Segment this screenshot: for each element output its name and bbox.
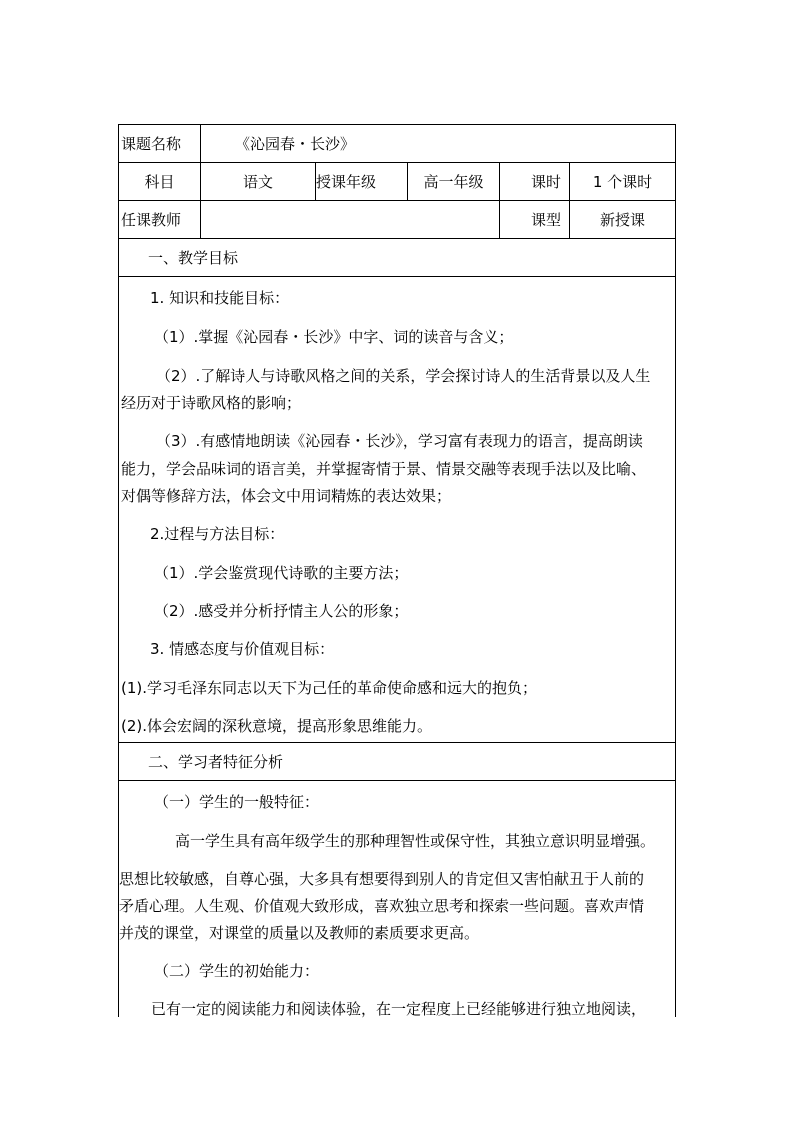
type-label: 课型	[500, 201, 570, 238]
s1-line: （1）.掌握《沁园春・长沙》中字、词的读音与含义；	[154, 328, 514, 346]
s1-line: 2.过程与方法目标：	[150, 525, 285, 543]
lesson-plan-table	[118, 124, 676, 1017]
course-title: 《沁园春・长沙》	[201, 125, 676, 162]
s2-line: 高一学生具有高年级学生的那种理智性或保守性，其独立意识明显增强。	[175, 832, 656, 850]
s2-line: （二）学生的初始能力：	[154, 962, 320, 980]
s2-line: 思想比较敏感，自尊心强，大多具有想要得到别人的肯定但又害怕献丑于人前的	[119, 870, 645, 888]
s1-line: (2).体会宏阔的深秋意境，提高形象思维能力。	[121, 717, 433, 735]
s1-line: （2）.了解诗人与诗歌风格之间的关系，学会探讨诗人的生活背景以及人生	[156, 367, 651, 385]
section2-title: 二、学习者特征分析	[119, 743, 676, 780]
s1-line: 3. 情感态度与价值观目标：	[150, 640, 335, 658]
s1-line: 经历对于诗歌风格的影响；	[121, 394, 302, 412]
subject-label: 科目	[119, 163, 201, 200]
s2-line: （一）学生的一般特征：	[154, 793, 320, 811]
teacher-label: 任课教师	[119, 201, 201, 238]
hours-value: 1 个课时	[570, 163, 676, 200]
section2-header-row	[119, 743, 676, 781]
s1-line: 1. 知识和技能目标：	[150, 289, 290, 307]
grade-value: 高一年级	[408, 163, 500, 200]
course-label: 课题名称	[119, 125, 201, 162]
subject-value: 语文	[201, 163, 316, 200]
subject-row	[119, 163, 676, 201]
s1-line: 能力，学会品味词的语言美，并掌握寄情于景、情景交融等表现手法以及比喻、	[121, 460, 647, 478]
section1-title: 一、教学目标	[119, 239, 676, 276]
s1-line: （1）.学会鉴赏现代诗歌的主要方法；	[154, 564, 409, 582]
s1-line: 对偶等修辞方法，体会文中用词精炼的表达效果；	[121, 487, 452, 505]
s1-line: （3）.有感情地朗读《沁园春・长沙》，学习富有表现力的语言，提高朗读	[156, 432, 643, 450]
s2-line: 并茂的课堂，对课堂的质量以及教师的素质要求更高。	[119, 924, 480, 942]
s1-line: （2）.感受并分析抒情主人公的形象；	[154, 602, 409, 620]
section1-body	[119, 277, 676, 743]
hours-label: 课时	[500, 163, 570, 200]
s2-line: 已有一定的阅读能力和阅读体验，在一定程度上已经能够进行独立地阅读，	[151, 1000, 647, 1018]
teacher-row	[119, 201, 676, 239]
section2-body	[119, 781, 676, 1017]
s1-line: (1).学习毛泽东同志以天下为己任的革命使命感和远大的抱负；	[121, 679, 538, 697]
grade-label: 授课年级	[316, 163, 408, 200]
type-value: 新授课	[570, 201, 676, 238]
section1-header-row	[119, 239, 676, 277]
s2-line: 矛盾心理。人生观、价值观大致形成，喜欢独立思考和探索一些问题。喜欢声情	[119, 897, 645, 915]
course-row	[119, 125, 676, 163]
teacher-value	[201, 201, 500, 238]
